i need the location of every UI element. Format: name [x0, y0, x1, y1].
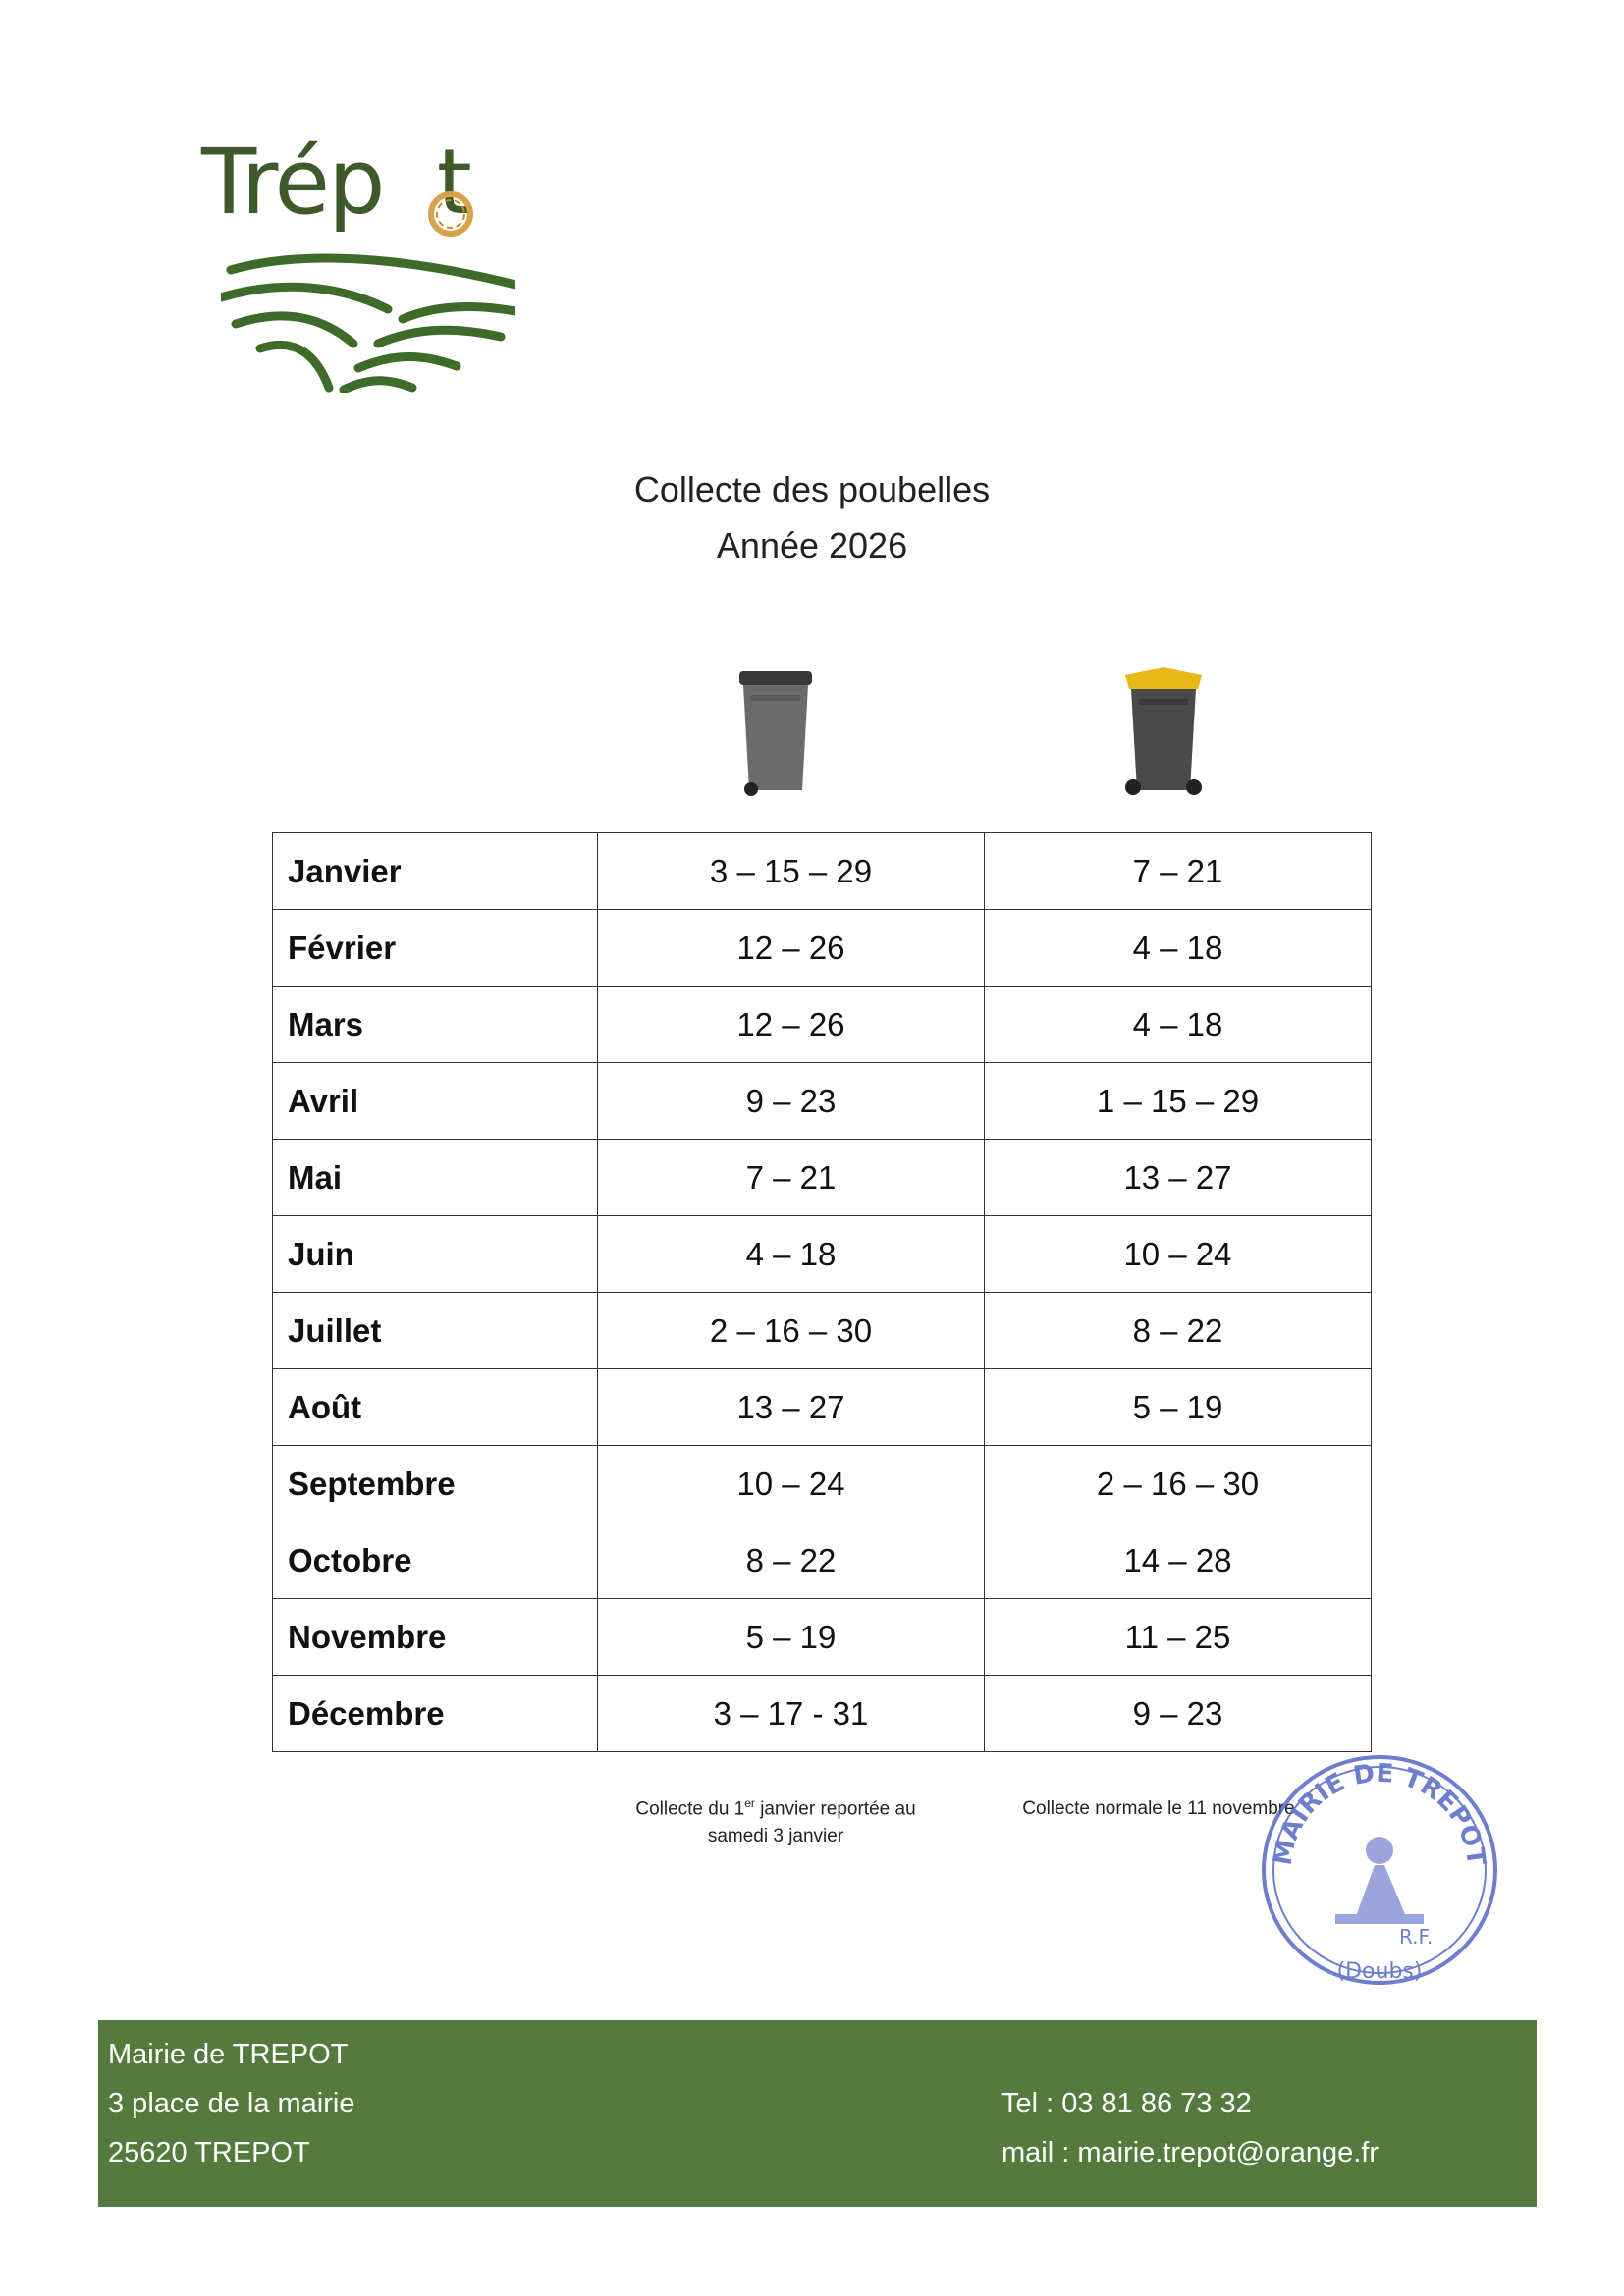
schedule-row: [273, 1293, 1372, 1369]
grey-bin-dates-cell: 3 – 15 – 29: [598, 833, 985, 910]
yellow-bin-note: Collecte normale le 11 novembre: [1022, 1798, 1295, 1819]
yellow-bin-dates-cell: 7 – 21: [985, 833, 1372, 910]
stamp-bottom-text: (Doubs): [1336, 1959, 1423, 1984]
grey-bin-dates-cell: 10 – 24: [598, 1446, 985, 1522]
month-cell: Décembre: [273, 1676, 598, 1752]
month-cell: Avril: [273, 1063, 598, 1140]
note-text: Collecte du 1: [635, 1798, 745, 1820]
schedule-row: [273, 1446, 1372, 1522]
footer-address: [108, 2030, 354, 2177]
yellow-bin-dates-cell: 13 – 27: [985, 1140, 1372, 1216]
yellow-bin-dates-cell: 8 – 22: [985, 1293, 1372, 1369]
schedule-row: [273, 833, 1372, 910]
grey-bin-icon: [731, 667, 820, 800]
footer-contact: [1001, 2079, 1379, 2177]
month-cell: Août: [273, 1369, 598, 1446]
logo-hills-icon: [221, 250, 515, 393]
mairie-stamp: [1252, 1742, 1507, 1998]
yellow-bin-dates-cell: 4 – 18: [985, 910, 1372, 987]
stamp-top-text: MAIRIE DE TREPOT: [1268, 1758, 1491, 1868]
month-cell: Juin: [273, 1216, 598, 1293]
footer-name: Mairie de TREPOT: [108, 2039, 349, 2070]
grey-bin-dates-cell: 12 – 26: [598, 910, 985, 987]
month-cell: Septembre: [273, 1446, 598, 1522]
grey-bin-dates-cell: 9 – 23: [598, 1063, 985, 1140]
footer-mail[interactable]: mail : mairie.trepot@orange.fr: [1001, 2137, 1380, 2168]
page-subtitle: Année 2026: [716, 525, 908, 565]
note-superscript: er: [744, 1796, 755, 1810]
page-title: Collecte des poubelles: [633, 469, 991, 509]
yellow-bin-dates-cell: 1 – 15 – 29: [985, 1063, 1372, 1140]
logo-circle-icon: [425, 188, 476, 240]
note-text: janvier reportée au: [754, 1798, 916, 1820]
schedule-row: [273, 987, 1372, 1063]
schedule-row: [273, 910, 1372, 987]
schedule-row: [273, 1140, 1372, 1216]
schedule-row: [273, 1063, 1372, 1140]
yellow-bin-dates-cell: 11 – 25: [985, 1599, 1372, 1676]
month-cell: Janvier: [273, 833, 598, 910]
yellow-bin-icon: [1119, 667, 1208, 800]
yellow-bin-dates-cell: 4 – 18: [985, 987, 1372, 1063]
month-cell: Février: [273, 910, 598, 987]
grey-bin-dates-cell: 4 – 18: [598, 1216, 985, 1293]
grey-bin-dates-cell: 7 – 21: [598, 1140, 985, 1216]
schedule-row: [273, 1599, 1372, 1676]
grey-bin-dates-cell: 8 – 22: [598, 1522, 985, 1599]
month-cell: Mai: [273, 1140, 598, 1216]
footer-tel: Tel : 03 81 86 73 32: [1001, 2088, 1252, 2119]
schedule-row: [273, 1522, 1372, 1599]
footer-bar: [98, 2020, 1537, 2207]
grey-bin-dates-cell: 5 – 19: [598, 1599, 985, 1676]
yellow-bin-dates-cell: 10 – 24: [985, 1216, 1372, 1293]
month-cell: Novembre: [273, 1599, 598, 1676]
month-cell: Juillet: [273, 1293, 598, 1369]
yellow-bin-dates-cell: 5 – 19: [985, 1369, 1372, 1446]
collection-schedule-table: [272, 832, 1372, 1752]
grey-bin-note: [609, 1795, 943, 1849]
note-text: samedi 3 janvier: [707, 1825, 844, 1846]
grey-bin-dates-cell: 3 – 17 - 31: [598, 1676, 985, 1752]
month-cell: Mars: [273, 987, 598, 1063]
schedule-row: [273, 1676, 1372, 1752]
yellow-bin-dates-cell: 2 – 16 – 30: [985, 1446, 1372, 1522]
schedule-row: [273, 1369, 1372, 1446]
grey-bin-dates-cell: 13 – 27: [598, 1369, 985, 1446]
month-cell: Octobre: [273, 1522, 598, 1599]
schedule-row: [273, 1216, 1372, 1293]
footer-city: 25620 TREPOT: [108, 2137, 310, 2168]
grey-bin-dates-cell: 2 – 16 – 30: [598, 1293, 985, 1369]
yellow-bin-dates-cell: 14 – 28: [985, 1522, 1372, 1599]
grey-bin-dates-cell: 12 – 26: [598, 987, 985, 1063]
trepot-logo: [201, 130, 525, 393]
footer-street: 3 place de la mairie: [108, 2088, 355, 2119]
stamp-middle-text: R.F.: [1399, 1925, 1434, 1949]
logo-wordmark: Trép t: [201, 130, 470, 235]
yellow-bin-dates-cell: 9 – 23: [985, 1676, 1372, 1752]
